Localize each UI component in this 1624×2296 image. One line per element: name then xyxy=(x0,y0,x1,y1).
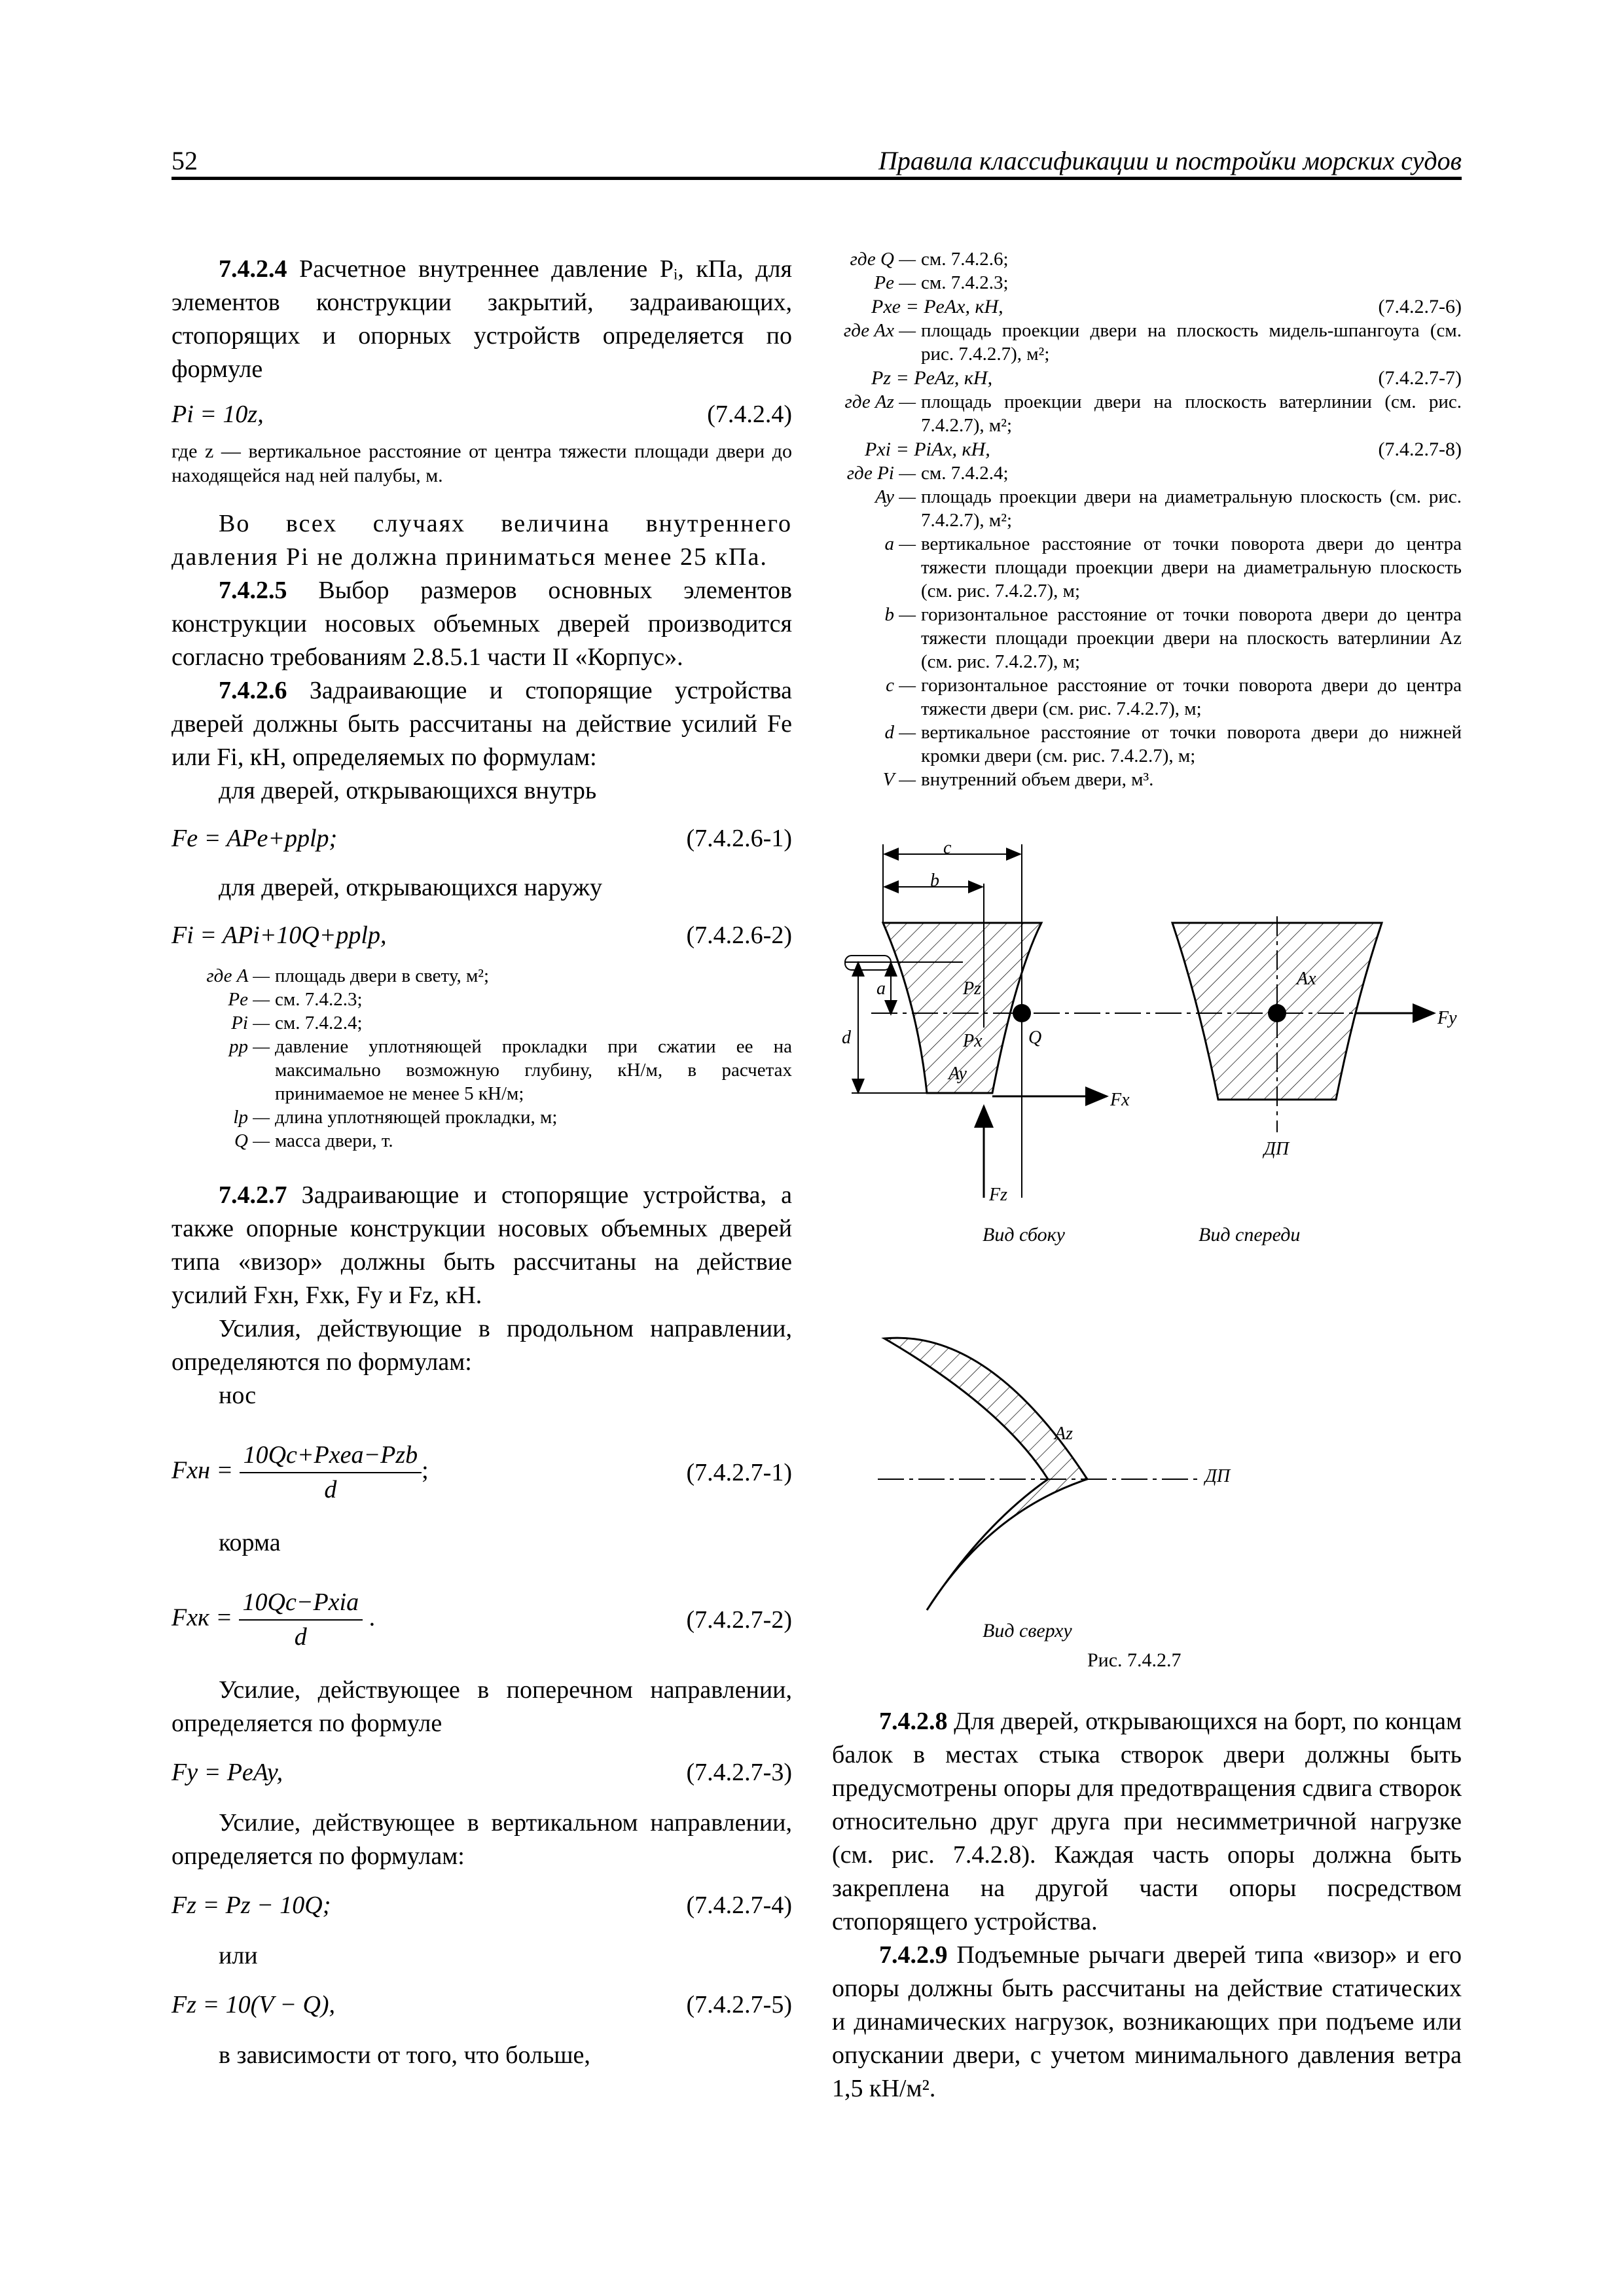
definition-item xyxy=(171,1035,792,1105)
definition-text: см. 7.4.2.6; xyxy=(921,249,1009,270)
formula-74274: Fz = Pz − 10Q; (7.4.2.7-4) xyxy=(171,1892,792,1919)
caption-side-view: Вид сбоку xyxy=(983,1224,1065,1246)
definition-symbol: d — xyxy=(884,722,916,743)
para-7428: 7.4.2.8 Для дверей, открывающихся на борт, по концам балок в местах стыка створок двери должны быть предусмотрены опоры для предотвращения сдвига створок относительно друг друга при несимметричной нагрузке (см. рис. 7.4.2.8). Каждая часть опоры должна быть закреплена на другой части опоры посредством стопорящего устройства. xyxy=(832,1708,1462,1935)
figure-caption: Рис. 7.4.2.7 xyxy=(1087,1649,1182,1671)
definition-text: длина уплотняющей прокладки, м; xyxy=(275,1107,558,1128)
formula-7424: Pi = 10z, (7.4.2.4) xyxy=(171,401,792,428)
definition-symbol: где Q — xyxy=(850,249,916,270)
definition-text: давление уплотняющей прокладки при сжатии ее на максимально возможную глубину, кН/м, в расчетах принимаемое не менее 5 кН/м; xyxy=(275,1036,792,1104)
definition-item xyxy=(171,988,792,1011)
definition-text: масса двери, т. xyxy=(275,1130,393,1151)
definition-symbol: b — xyxy=(884,604,916,625)
definition-symbol: где A — xyxy=(206,965,270,986)
definition-item xyxy=(832,721,1462,768)
where-z: где z — вертикальное расстояние от центра тяжести площади двери до находящейся над ней палубы, м. xyxy=(171,440,792,486)
label-az: Az xyxy=(1055,1424,1073,1444)
definition-item xyxy=(832,532,1462,603)
figure-drawing xyxy=(832,831,1462,1676)
inward-label: для дверей, открывающихся внутрь xyxy=(219,777,597,804)
definition-item xyxy=(171,1129,792,1153)
label-fy: Fy xyxy=(1437,1008,1457,1028)
formula-74275: Fz = 10(V − Q), (7.4.2.7-5) xyxy=(171,1991,792,2018)
definition-text: см. 7.4.2.3; xyxy=(275,989,363,1010)
label-d: d xyxy=(842,1028,851,1048)
label-fz: Fz xyxy=(989,1185,1007,1205)
depending-label: в зависимости от того, что больше, xyxy=(219,2041,590,2069)
page-number: 52 xyxy=(171,146,198,175)
formula-74273: Fy = PeAy, (7.4.2.7-3) xyxy=(171,1759,792,1786)
definition-text: см. 7.4.2.4; xyxy=(921,463,1009,484)
bow-label: нос xyxy=(219,1382,257,1409)
figure-7427 xyxy=(832,831,1462,1676)
definition-symbol: Pi — xyxy=(231,1013,270,1033)
formula-74272: Fxк = $\frac{\text{10Qc−Pxia}}{d}$ . (7.4.2.7-2) xyxy=(171,1586,792,1654)
definition-text: вертикальное расстояние от точки поворота двери до нижней кромки двери (см. рис. 7.4.2.7), м; xyxy=(921,722,1462,766)
caption-top-view: Вид сверху xyxy=(983,1620,1072,1641)
formula-74278: Pxi = PiAx, кН, (7.4.2.7-8) xyxy=(865,439,1462,460)
running-title: Правила классификации и постройки морских судов xyxy=(878,146,1462,175)
definition-item xyxy=(171,1011,792,1035)
definition-text: вертикальное расстояние от точки поворота двери до центра тяжести площади проекции двери на диаметральную плоскость (см. рис. 7.4.2.7), м; xyxy=(921,533,1462,601)
right-column-bottom xyxy=(832,1705,1462,2106)
formula-74276: Pxe = PeAx, кН, (7.4.2.7-6) xyxy=(871,296,1462,317)
stern-label: корма xyxy=(219,1529,281,1556)
caption-front-view: Вид спереди xyxy=(1199,1224,1301,1246)
para-vertical: Усилие, действующее в вертикальном направлении, определяется по формулам: xyxy=(171,1809,792,1870)
label-a: a xyxy=(876,978,886,999)
definition-text: см. 7.4.2.3; xyxy=(921,272,1009,293)
definition-symbol: Q — xyxy=(234,1130,270,1151)
label-b: b xyxy=(930,870,939,891)
para-7429: 7.4.2.9 Подъемные рычаги дверей типа «визор» и его опоры должны быть рассчитаны на действие статических и динамических нагрузок, возникающих при подъеме или опускании двери, с учетом минимального давления ветра 1,5 кН/м². xyxy=(832,1941,1462,2102)
label-pz: Pz xyxy=(963,978,981,999)
def-az: где Az — площадь проекции двери на плоскость ватерлинии (см. рис. 7.4.2.7), м²; xyxy=(844,391,1462,436)
definition-item xyxy=(832,271,1462,295)
label-c: c xyxy=(943,838,952,858)
definition-item xyxy=(832,673,1462,721)
outward-label: для дверей, открывающихся наружу xyxy=(219,874,602,901)
label-px: Px xyxy=(963,1031,983,1051)
definitions-list-2 xyxy=(832,247,1462,295)
label-ay: Ay xyxy=(948,1064,967,1084)
header-rule xyxy=(171,177,1462,180)
label-q: Q xyxy=(1028,1028,1042,1048)
definition-text: горизонтальное расстояние от точки поворота двери до центра тяжести двери (см. рис. 7.4.2.7), м; xyxy=(921,675,1462,719)
definition-item xyxy=(171,964,792,988)
label-ax: Ax xyxy=(1297,969,1316,989)
definition-symbol: pp — xyxy=(228,1036,270,1057)
definition-symbol: a — xyxy=(884,533,916,554)
definition-symbol: где Pi — xyxy=(846,463,916,484)
def-ax: где Ax — площадь проекции двери на плоскость мидель-шпангоута (см. рис. 7.4.2.7), м²; xyxy=(843,320,1462,365)
definition-item xyxy=(832,485,1462,532)
para-longitudinal: Усилия, действующие в продольном направлении, определяются по формулам: xyxy=(171,1315,792,1376)
para-7427: 7.4.2.7 Задраивающие и стопорящие устройства, а также опорные конструкции носовых объемных дверей типа «визор» должны быть рассчитаны на действие усилий Fxн, Fxк, Fy и Fz, кН. xyxy=(171,1181,792,1309)
formula-74261: Fe = APe+pplp; (7.4.2.6-1) xyxy=(171,825,792,852)
label-dp-top: ДП xyxy=(1205,1466,1231,1486)
left-column xyxy=(171,253,792,2072)
definition-text: см. 7.4.2.4; xyxy=(275,1013,363,1033)
definition-symbol: Pe — xyxy=(874,272,916,293)
para-7425: 7.4.2.5 Выбор размеров основных элементов конструкции носовых объемных дверей производится согласно требованиям 2.8.5.1 части II «Корпус». xyxy=(171,577,792,671)
definition-text: внутренний объем двери, м³. xyxy=(921,769,1154,790)
definition-text: площадь проекции двери на диаметральную плоскость (см. рис. 7.4.2.7), м²; xyxy=(921,486,1462,531)
label-dp: ДП xyxy=(1264,1139,1290,1159)
definition-item xyxy=(832,247,1462,271)
definition-text: горизонтальное расстояние от точки поворота двери до центра тяжести площади проекции двери на плоскость ватерлинии Az (см. рис. 7.4.2.7), м; xyxy=(921,604,1462,672)
right-column-top xyxy=(832,247,1462,791)
definition-item xyxy=(832,768,1462,791)
definition-symbol: Ay — xyxy=(875,486,916,507)
definition-item xyxy=(832,603,1462,673)
definition-symbol: c — xyxy=(886,675,916,696)
or-label: или xyxy=(219,1942,258,1969)
definitions-list-1 xyxy=(171,964,792,1153)
definition-symbol: V — xyxy=(882,769,916,790)
formula-74277: Pz = PeAz, кН, (7.4.2.7-7) xyxy=(871,367,1462,389)
para-7426: 7.4.2.6 Задраивающие и стопорящие устройства дверей должны быть рассчитаны на действие усилий Fe или Fi, кН, определяемых по формулам: xyxy=(171,677,792,771)
para-transverse: Усилие, действующее в поперечном направлении, определяется по формуле xyxy=(171,1676,792,1737)
definitions-list-3 xyxy=(832,461,1462,791)
definition-symbol: Pe — xyxy=(228,989,270,1010)
para-all-cases: Во всех случаях величина внутреннего давления Pi не должна приниматься менее 25 кПа. xyxy=(171,510,792,571)
definition-item xyxy=(832,461,1462,485)
label-fx: Fx xyxy=(1110,1090,1130,1110)
para-7424: 7.4.2.4 Расчетное внутреннее давление Pᵢ, кПа, для элементов конструкции закрытий, задраивающих, стопорящих и опорных устройств определяется по формуле xyxy=(171,255,792,383)
definition-item xyxy=(171,1105,792,1129)
definition-text: площадь двери в свету, м²; xyxy=(275,965,490,986)
formula-74271: Fxн = $\frac{\text{10Qc+Pxea−Pzb}}{d}$ ; (7.4.2.7-1) xyxy=(171,1439,792,1507)
definition-symbol: lp — xyxy=(233,1107,270,1128)
formula-74262: Fi = APi+10Q+pplp, (7.4.2.6-2) xyxy=(171,922,792,949)
